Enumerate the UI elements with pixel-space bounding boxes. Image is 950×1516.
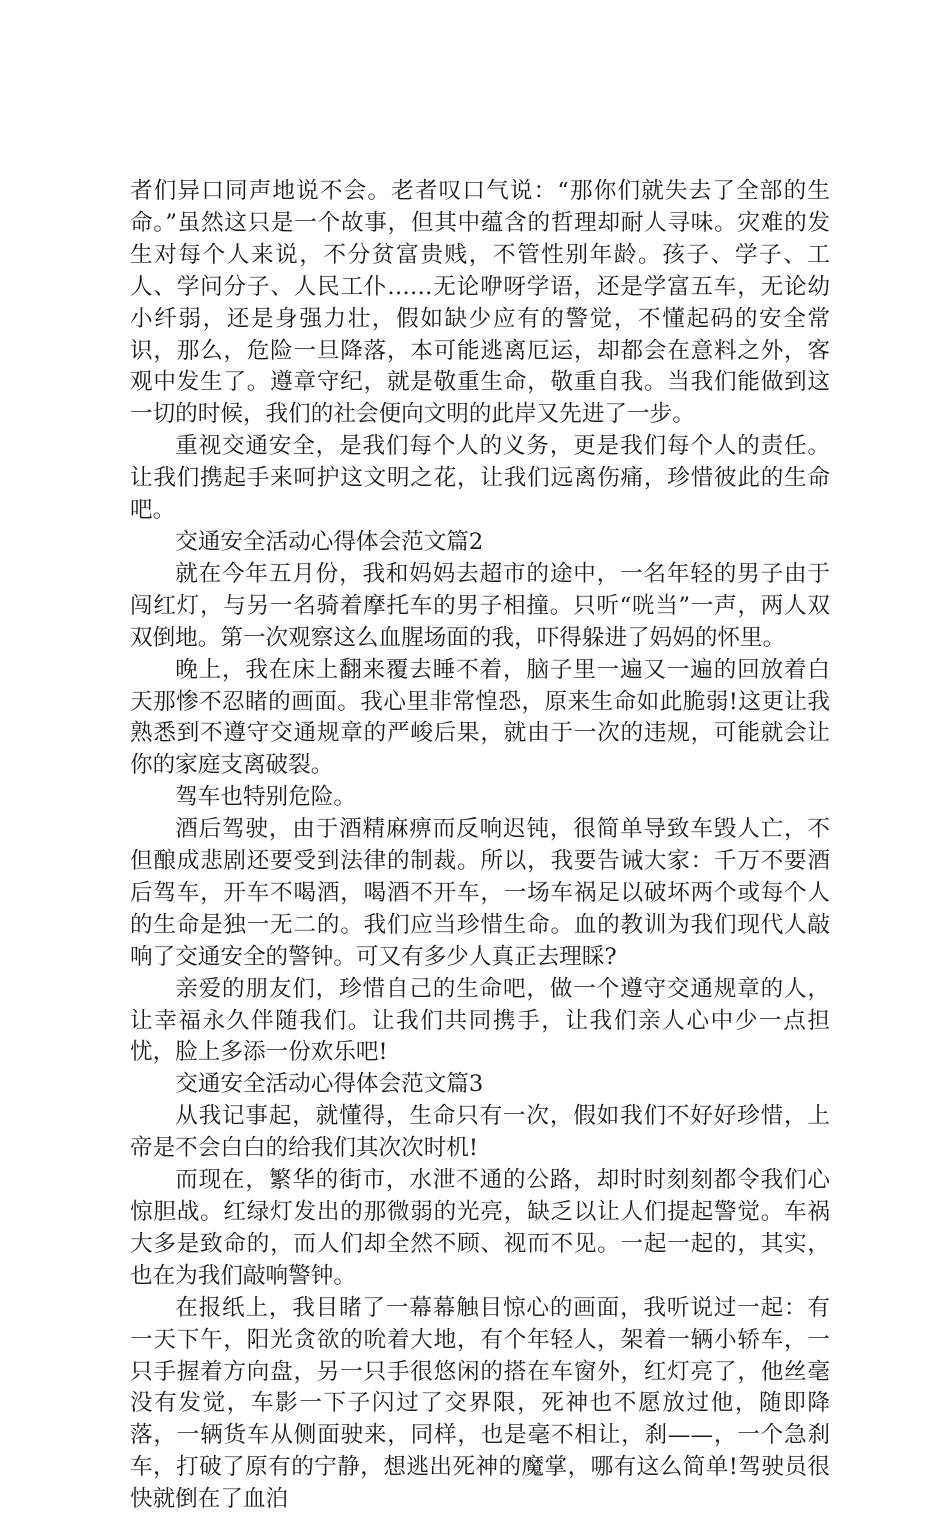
paragraph: 晚上，我在床上翻来覆去睡不着，脑子里一遍又一遍的回放着白天那惨不忍睹的画面。我心里非常惶恐，原来生命如此脆弱!这更让我熟悉到不遵守交通规章的严峻后果，就由于一次的违规，可能就会让你的家庭支离破裂。	[130, 656, 830, 779]
paragraph: 亲爱的朋友们，珍惜自己的生命吧，做一个遵守交通规章的人，让幸福永久伴随我们。让我们共同携手，让我们亲人心中少一点担忧，脸上多添一份欢乐吧!	[130, 975, 830, 1066]
section-heading: 交通安全活动心得体会范文篇3	[175, 1071, 484, 1098]
section-heading: 交通安全活动心得体会范文篇2	[175, 528, 484, 555]
paragraph: 驾车也特别危险。	[175, 784, 356, 811]
paragraph: 就在今年五月份，我和妈妈去超市的途中，一名年轻的男子由于闯红灯，与另一名骑着摩托车的男子相撞。只听“咣当”一声，两人双双倒地。第一次观察这么血腥场面的我，吓得躲进了妈妈的怀里。	[130, 560, 830, 651]
paragraph: 酒后驾驶，由于酒精麻痹而反响迟钝，很简单导致车毁人亡，不但酿成悲剧还要受到法律的制裁。所以，我要告诫大家：千万不要酒后驾车，开车不喝酒，喝酒不开车，一场车祸足以破坏两个或每个人的生命是独一无二的。我们应当珍惜生命。血的教训为我们现代人敲响了交通安全的警钟。可又有多少人真正去理睬?	[130, 816, 830, 970]
paragraph: 而现在，繁华的街市，水泄不通的公路，却时时刻刻都令我们心惊胆战。红绿灯发出的那微弱的光亮，缺乏以让人们提起警觉。车祸大多是致命的，而人们却全然不顾、视而不见。一起一起的，其实，也在为我们敲响警钟。	[130, 1167, 830, 1289]
paragraph-continuation: 者们异口同声地说不会。老者叹口气说：“那你们就失去了全部的生命。”虽然这只是一个故事，但其中蕴含的哲理却耐人寻味。灾难的发生对每个人来说，不分贫富贵贱，不管性别年龄。孩子、学子、工人、学问分子、人民工仆……无论咿呀学语，还是学富五车，无论幼小纤弱，还是身强力壮，假如缺少应有的警觉，不懂起码的安全常识，那么，危险一旦降落，本可能逃离厄运，却都会在意料之外，客观中发生了。遵章守纪，就是敬重生命，敬重自我。当我们能做到这一切的时候，我们的社会便向文明的此岸又先进了一步。	[130, 178, 830, 428]
document-body	[130, 176, 830, 1516]
paragraph: 从我记事起，就懂得，生命只有一次，假如我们不好好珍惜，上帝是不会白白的给我们其次次时机!	[130, 1103, 830, 1162]
paragraph: 在报纸上，我目睹了一幕幕触目惊心的画面，我听说过一起：有一天下午，阳光贪欲的吮着大地，有个年轻人，架着一辆小轿车，一只手握着方向盘，另一只手很悠闲的搭在车窗外，红灯亮了，他丝毫没有发觉，车影一下子闪过了交界限，死神也不愿放过他，随即降落，一辆货车从侧面驶来，同样，也是毫不相让，刹——，一个急刹车，打破了原有的宁静，想逃出死神的魔掌，哪有这么简单!驾驶员很快就倒在了血泊	[130, 1294, 830, 1513]
paragraph: 重视交通安全，是我们每个人的义务，更是我们每个人的责任。让我们携起手来呵护这文明之花，让我们远离伤痛，珍惜彼此的生命吧。	[130, 433, 830, 524]
